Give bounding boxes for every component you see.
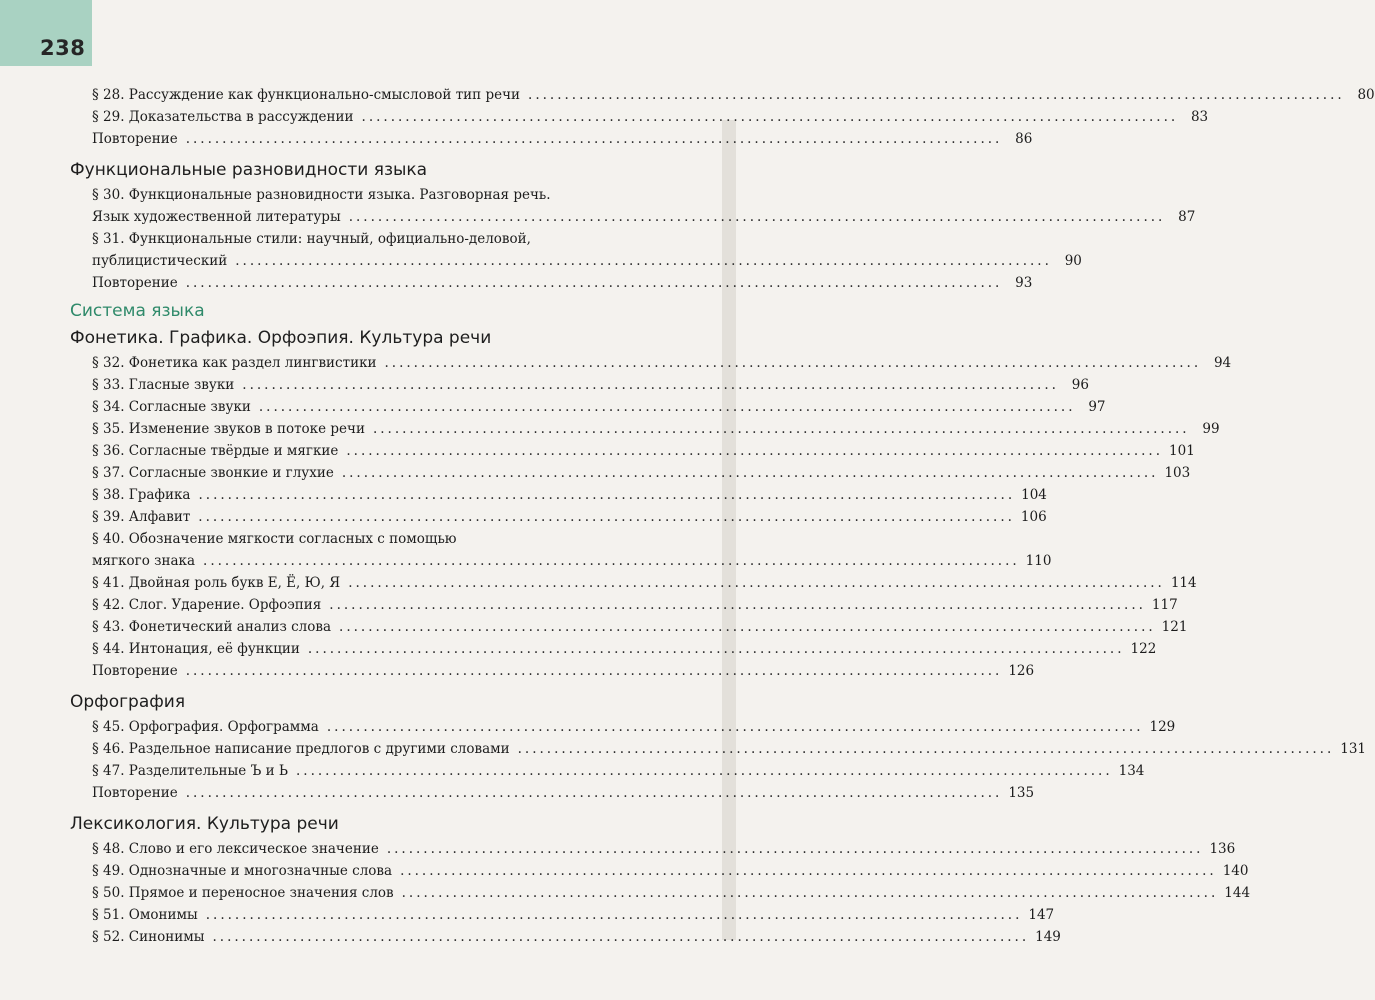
toc-entry-title: § 29. Доказательства в рассуждении — [92, 109, 354, 125]
toc-entry-title: § 48. Слово и его лексическое значение — [92, 841, 379, 857]
toc-entry-title: § 33. Гласные звуки — [92, 377, 235, 393]
page-number: 238 — [40, 36, 86, 60]
dot-leader — [198, 506, 1015, 528]
toc-entry-title: § 34. Согласные звуки — [92, 399, 251, 415]
toc-entry-title: Язык художественной литературы — [92, 209, 341, 225]
dot-leader — [348, 572, 1165, 594]
dot-leader — [206, 904, 1023, 926]
toc-entry[interactable] — [70, 352, 1232, 374]
toc-page-number: 117 — [1151, 597, 1178, 613]
section-heading: Фонетика. Графика. Орфоэпия. Культура речи — [70, 328, 492, 348]
toc-page-number: 110 — [1025, 553, 1052, 569]
dot-leader — [528, 84, 1345, 106]
dot-leader — [373, 418, 1190, 440]
toc-entry[interactable] — [70, 904, 1055, 926]
dot-leader — [308, 638, 1125, 660]
page-edge — [722, 120, 736, 940]
toc-page-number: 106 — [1020, 509, 1047, 525]
toc-entry[interactable] — [70, 594, 1178, 616]
toc-entry[interactable] — [70, 926, 1061, 948]
toc-page-number: 129 — [1149, 719, 1176, 735]
toc-entry[interactable] — [70, 462, 1191, 484]
toc-entry[interactable] — [70, 782, 1035, 804]
toc-page-number: 114 — [1170, 575, 1197, 591]
table-of-contents — [70, 84, 1375, 948]
toc-entry-title: § 37. Согласные звонкие и глухие — [92, 465, 334, 481]
dot-leader — [342, 462, 1159, 484]
toc-page-number: 87 — [1178, 209, 1196, 225]
part-heading: Система языка — [70, 301, 205, 321]
toc-entry[interactable] — [70, 184, 1196, 228]
toc-page-number: 134 — [1118, 763, 1145, 779]
toc-entry[interactable] — [70, 638, 1157, 660]
toc-entry-title: § 47. Разделительные Ъ и Ь — [92, 763, 288, 779]
toc-entry-title: § 43. Фонетический анализ слова — [92, 619, 332, 635]
dot-leader — [402, 882, 1219, 904]
toc-page-number: 97 — [1088, 399, 1106, 415]
toc-entry-title: § 52. Синонимы — [92, 929, 205, 945]
toc-entry-title: Повторение — [92, 663, 178, 679]
toc-entry-title: § 42. Слог. Ударение. Орфоэпия — [92, 597, 322, 613]
section-heading: Функциональные разновидности языка — [70, 160, 428, 180]
toc-entry[interactable] — [70, 716, 1176, 738]
toc-entry-title: мягкого знака — [92, 553, 196, 569]
toc-entry-title: § 35. Изменение звуков в потоке речи — [92, 421, 365, 437]
toc-entry[interactable] — [70, 484, 1047, 506]
dot-leader — [362, 106, 1179, 128]
toc-page-number: 121 — [1161, 619, 1188, 635]
dot-leader — [518, 738, 1335, 760]
toc-entry[interactable] — [70, 396, 1106, 418]
dot-leader — [186, 660, 1003, 682]
dot-leader — [186, 782, 1003, 804]
toc-entry[interactable] — [70, 506, 1047, 528]
toc-entry[interactable] — [70, 882, 1251, 904]
toc-page-number: 80 — [1357, 87, 1375, 103]
toc-page-number: 104 — [1021, 487, 1047, 503]
dot-leader — [235, 250, 1052, 272]
toc-entry[interactable] — [70, 128, 1033, 150]
dot-leader — [213, 926, 1030, 948]
dot-leader — [400, 860, 1217, 882]
toc-page-number: 131 — [1340, 741, 1367, 757]
toc-entry[interactable] — [70, 616, 1188, 638]
toc-entry[interactable] — [70, 440, 1195, 462]
toc-page-number: 101 — [1169, 443, 1195, 459]
toc-entry-title: Повторение — [92, 785, 178, 801]
toc-entry-title: § 51. Омонимы — [92, 907, 198, 923]
toc-entry[interactable] — [70, 418, 1220, 440]
toc-entry[interactable] — [70, 760, 1145, 782]
toc-page-number: 122 — [1130, 641, 1157, 657]
toc-entry[interactable] — [70, 660, 1035, 682]
toc-page-number: 140 — [1222, 863, 1249, 879]
dot-leader — [186, 128, 1003, 150]
toc-entry[interactable] — [70, 528, 1052, 572]
dot-leader — [346, 440, 1163, 462]
toc-page-number: 103 — [1164, 465, 1191, 481]
section-heading: Орфография — [70, 692, 186, 712]
dot-leader — [387, 838, 1204, 860]
toc-entry[interactable] — [70, 838, 1236, 860]
toc-entry-title: § 45. Орфография. Орфограмма — [92, 719, 319, 735]
dot-leader — [296, 760, 1113, 782]
toc-entry-title: § 38. Графика — [92, 487, 191, 503]
toc-page-number: 90 — [1064, 253, 1082, 269]
toc-entry-title: § 36. Согласные твёрдые и мягкие — [92, 443, 339, 459]
toc-page-number: 86 — [1015, 131, 1033, 147]
toc-entry-title: § 39. Алфавит — [92, 509, 191, 525]
dot-leader — [203, 550, 1020, 572]
dot-leader — [242, 374, 1059, 396]
toc-page-number: 94 — [1213, 355, 1232, 371]
toc-page-number: 147 — [1028, 907, 1055, 923]
toc-entry-title: Повторение — [92, 275, 178, 291]
toc-page-number: 149 — [1035, 929, 1061, 945]
toc-entry-title: § 28. Рассуждение как функционально-смысловой тип речи — [92, 87, 521, 103]
toc-entry[interactable] — [70, 572, 1197, 594]
toc-page-number: 83 — [1190, 109, 1209, 125]
toc-page-number: 96 — [1071, 377, 1089, 393]
toc-entry-title: § 44. Интонация, её функции — [92, 641, 300, 657]
toc-entry-title: § 50. Прямое и переносное значения слов — [92, 885, 394, 901]
dot-leader — [339, 616, 1156, 638]
toc-page-number: 99 — [1202, 421, 1220, 437]
toc-entry-title-line: § 40. Обозначение мягкости согласных с помощью — [92, 531, 457, 547]
toc-entry-title: публицистический — [92, 253, 228, 269]
dot-leader — [259, 396, 1076, 418]
toc-entry-title: § 41. Двойная роль букв Е, Ё, Ю, Я — [92, 575, 341, 591]
toc-entry-title-line: § 31. Функциональные стили: научный, официально-деловой, — [92, 231, 531, 247]
dot-leader — [329, 594, 1146, 616]
toc-entry-title-line: § 30. Функциональные разновидности языка. Разговорная речь. — [92, 187, 551, 203]
dot-leader — [198, 484, 1015, 506]
toc-entry-title: Повторение — [92, 131, 178, 147]
dot-leader — [327, 716, 1144, 738]
section-heading: Лексикология. Культура речи — [70, 814, 339, 834]
toc-entry-title: § 32. Фонетика как раздел лингвистики — [92, 355, 377, 371]
dot-leader — [385, 352, 1202, 374]
toc-entry[interactable] — [70, 228, 1082, 272]
dot-leader — [186, 272, 1003, 294]
toc-entry[interactable] — [70, 272, 1033, 294]
toc-entry[interactable] — [70, 738, 1367, 760]
toc-entry[interactable] — [70, 106, 1209, 128]
toc-page-number: 136 — [1209, 841, 1236, 857]
toc-entry-title: § 49. Однозначные и многозначные слова — [92, 863, 393, 879]
toc-page-number: 135 — [1008, 785, 1035, 801]
toc-entry[interactable] — [70, 374, 1089, 396]
dot-leader — [349, 206, 1166, 228]
toc-page-number: 126 — [1008, 663, 1035, 679]
toc-page-number: 93 — [1015, 275, 1033, 291]
toc-entry[interactable] — [70, 84, 1375, 106]
toc-entry-title: § 46. Раздельное написание предлогов с другими словами — [92, 741, 510, 757]
toc-entry[interactable] — [70, 860, 1249, 882]
toc-page-number: 144 — [1224, 885, 1251, 901]
